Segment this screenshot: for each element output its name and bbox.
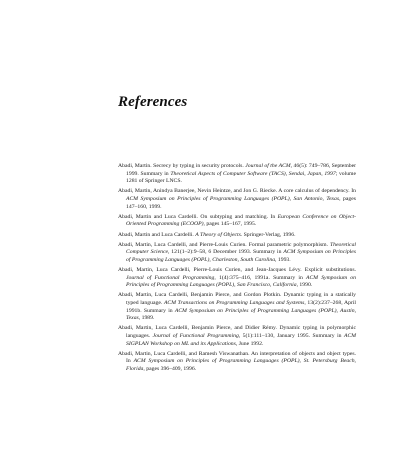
ref-venue: A Theory of Objects bbox=[195, 231, 241, 238]
references-list bbox=[118, 163, 356, 376]
ref-text: , pages 145–167, 1995. bbox=[203, 221, 257, 228]
ref-text: ; volume 1281 of Springer LNCS. bbox=[126, 170, 357, 185]
reference-entry bbox=[118, 214, 356, 229]
reference-entry bbox=[118, 292, 356, 322]
ref-text: Abadi, Martin, Luca Cardelli, Pierre-Louis Curien, and Jean-Jacques Lévy. Explicit substitutions. bbox=[118, 267, 356, 274]
ref-text: . Springer-Verlag, 1996. bbox=[240, 231, 296, 238]
reference-entry bbox=[118, 232, 356, 240]
reference-entry bbox=[118, 163, 356, 186]
ref-text: Abadi, Martin, Luca Cardelli, and Pierre-Louis Curien. Formal parametric polymorphism. bbox=[118, 241, 330, 248]
ref-text: Abadi, Martin, Anindya Banerjee, Nevin Heintze, and Jon G. Riecke. A core calculus of dependency. In bbox=[118, 188, 356, 195]
ref-text: , 5(1):111–130, January 1995. Summary in bbox=[238, 333, 344, 340]
reference-entry bbox=[118, 267, 356, 290]
ref-venue: ACM Symposium on Principles of Programming Languages (POPL), San Francisco, California bbox=[126, 274, 356, 289]
ref-text: , 1990. bbox=[296, 282, 313, 289]
ref-text: , June 1992. bbox=[235, 340, 264, 347]
ref-text: Abadi, Martin, Luca Cardelli, and Ramesh Viswanathan. An interpretation of objects and object types. In bbox=[118, 350, 356, 365]
ref-venue: Journal of Functional Programming bbox=[152, 333, 239, 340]
ref-text: , pages 396–409, 1996. bbox=[143, 366, 197, 372]
ref-text: , pages 147–160, 1999. bbox=[126, 195, 356, 210]
ref-text: Abadi, Martin, Luca Cardelli, Benjamin Pierce, and Didier Rémy. Dynamic typing in polymorphic languages. bbox=[118, 325, 356, 340]
ref-venue: ACM Symposium on Principles of Programming Languages (POPL), St. Petersburg Beach, Florida bbox=[126, 358, 356, 372]
ref-text: , 13(2):237–268, April 1991b. Summary in bbox=[126, 300, 357, 314]
ref-venue: ACM SIGPLAN Workshop on ML and its Applications bbox=[126, 333, 356, 347]
ref-text: Abadi, Martin and Luca Cardelli. On subtyping and matching. In bbox=[118, 213, 278, 220]
ref-text: Abadi, Martin. Secrecy by typing in security protocols. bbox=[118, 163, 246, 169]
ref-venue: ACM Transactions on Programming Languages and Systems bbox=[163, 300, 305, 307]
reference-entry bbox=[118, 325, 356, 348]
reference-entry bbox=[118, 242, 356, 265]
references-heading: References bbox=[118, 94, 188, 110]
ref-venue: European Conference on Object-Oriented Programming (ECOOP) bbox=[126, 213, 357, 228]
ref-venue: Theoretical Computer Science bbox=[126, 241, 356, 256]
ref-text: , 121(1–2):9–58, 6 December 1993. Summary in bbox=[168, 249, 284, 256]
ref-text: , 46(5): 749–786, September 1999. Summary in bbox=[126, 163, 357, 177]
ref-venue: ACM Symposium on Principles of Programming Languages (POPL), San Antonio, Texas bbox=[126, 195, 340, 202]
ref-text: , 1989. bbox=[138, 315, 155, 322]
ref-venue: Journal of the ACM bbox=[245, 163, 291, 169]
ref-text: Abadi, Martin and Luca Cardelli. bbox=[118, 231, 196, 238]
ref-venue: Journal of Functional Programming bbox=[126, 274, 215, 281]
ref-venue: ACM Symposium on Principles of Programming Languages (POPL), Austin, Texas bbox=[126, 307, 356, 322]
ref-text: Abadi, Martin, Luca Cardelli, Benjamin Pierce, and Gordon Plotkin. Dynamic typing in a statically typed language. bbox=[118, 292, 356, 307]
ref-venue: Theoretical Aspects of Computer Software (TACS), Sendai, Japan, 1997 bbox=[170, 170, 336, 177]
reference-entry bbox=[118, 351, 356, 374]
ref-text: , 1(4):375–416, 1991a. Summary in bbox=[214, 274, 306, 281]
ref-venue: ACM Symposium on Principles of Programming Languages (POPL), Charleston, South Carolina bbox=[126, 249, 356, 263]
reference-entry bbox=[118, 188, 356, 211]
ref-text: , 1993. bbox=[275, 256, 291, 263]
